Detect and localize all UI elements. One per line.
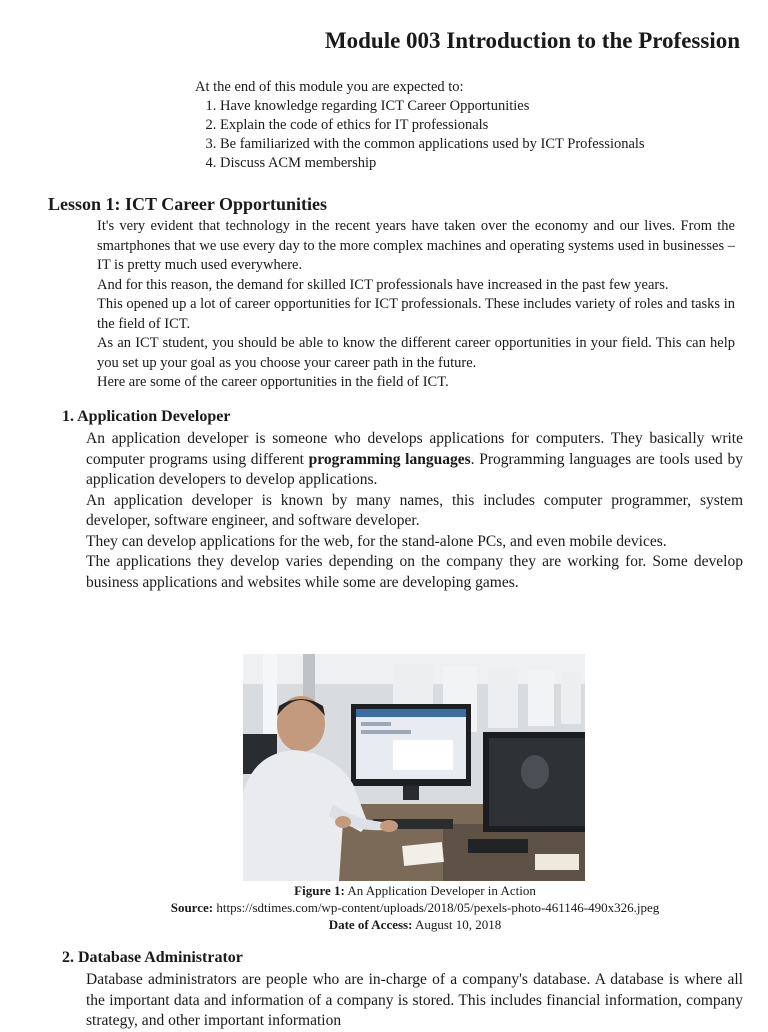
section-body-application-developer (86, 429, 743, 593)
section-heading-database-administrator: 2. Database Administrator (62, 949, 243, 966)
objective-item: 4. Discuss ACM membership (220, 154, 645, 173)
section-paragraph: Database administrators are people who are in-charge of a company's database. A database is where all the important data and information of a company is stored. This includes financial information, company strategy, and other important information (86, 971, 743, 1029)
section-paragraph: An application developer is known by many names, this includes computer programmer, system developer, software engineer, and software developer. (86, 491, 743, 529)
figure-caption (60, 882, 768, 933)
source-link[interactable]: https://sdtimes.com/wp-content/uploads/2018/05/pexels-photo-461146-490x326.jpeg (216, 900, 660, 915)
bold-term: programming languages (308, 450, 471, 468)
section-body-database-administrator (86, 970, 743, 1032)
figure-title: Figure 1: An Application Developer in Action (294, 883, 536, 898)
section-heading-application-developer: 1. Application Developer (62, 408, 231, 425)
page-title: Module 003 Introduction to the Profession (324, 28, 740, 53)
objective-item: 1. Have knowledge regarding ICT Career Opportunities (220, 97, 645, 116)
intro-paragraph: And for this reason, the demand for skilled ICT professionals have increased in the past few years. (97, 276, 669, 293)
office-photo-illustration (243, 654, 585, 881)
lesson-heading: Lesson 1: ICT Career Opportunities (48, 194, 328, 214)
lesson-intro (97, 217, 735, 393)
objectives-list (195, 97, 645, 173)
figure-date: Date of Access: August 10, 2018 (328, 917, 502, 932)
objectives-intro: At the end of this module you are expected to: (195, 79, 464, 95)
section-paragraph: The applications they develop varies depending on the company they are working for. Some develop business applications and websites while some are developing games. (86, 553, 743, 591)
section-paragraph: They can develop applications for the web, for the stand-alone PCs, and even mobile devices. (86, 532, 667, 550)
developer-photo (243, 654, 585, 881)
figure-source: Source: https://sdtimes.com/wp-content/uploads/2018/05/pexels-photo-461146-490x326.jpeg (170, 900, 660, 915)
intro-paragraph: This opened up a lot of career opportunities for ICT professionals. These includes variety of roles and tasks in the field of ICT. (97, 296, 735, 332)
intro-paragraph: As an ICT student, you should be able to know the different career opportunities in your field. This can help you set up your goal as you choose your career path in the future. (97, 335, 735, 371)
objectives-block (195, 78, 645, 173)
section-paragraph: An application developer is someone who develops applications for computers. They basically write computer programs using different programming languages. Programming languages are tools used by application developers to develop applications. (86, 430, 743, 488)
objective-item: 2. Explain the code of ethics for IT professionals (220, 116, 645, 135)
intro-paragraph: Here are some of the career opportunities in the field of ICT. (97, 374, 449, 390)
objective-item: 3. Be familiarized with the common applications used by ICT Professionals (220, 135, 645, 154)
intro-paragraph: It's very evident that technology in the recent years have taken over the economy and our lives. From the smartphones that we use every day to the more complex machines and operating systems used in businesses – IT is pretty much used everywhere. (97, 218, 735, 273)
